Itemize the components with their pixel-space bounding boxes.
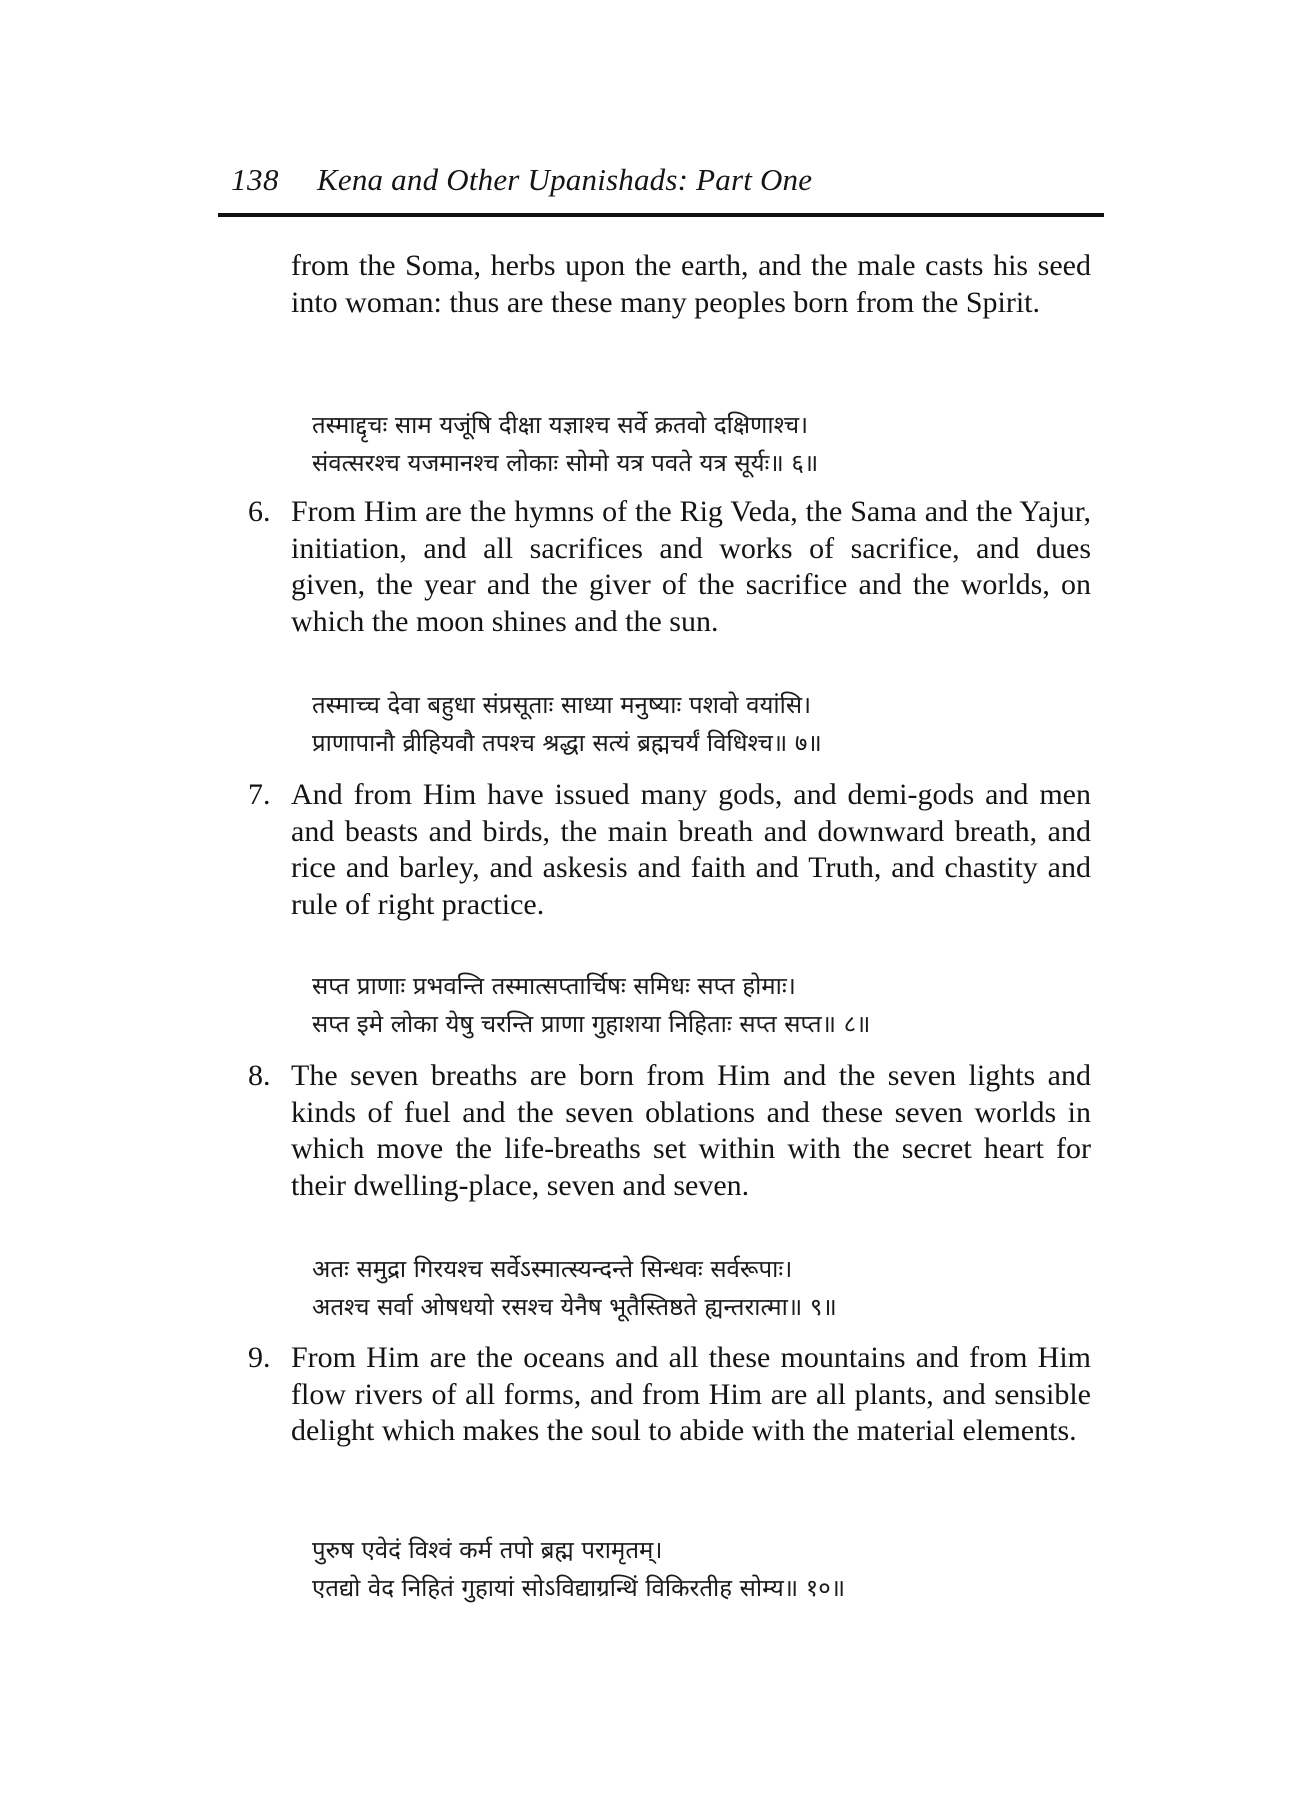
page-number: 138 bbox=[231, 162, 279, 197]
header-rule bbox=[218, 213, 1104, 217]
sanskrit-line: सप्त इमे लोका येषु चरन्ति प्राणा गुहाशया निहिताः सप्त सप्त॥ ८॥ bbox=[312, 1010, 871, 1038]
verse-number: 8. bbox=[248, 1059, 271, 1092]
verse-number: 6. bbox=[248, 495, 271, 528]
sanskrit-line: सप्त प्राणाः प्रभवन्ति तस्मात्सप्तार्चिषः समिधः सप्त होमाः। bbox=[312, 972, 796, 1000]
translation-verse-9 bbox=[248, 1340, 1091, 1450]
sanskrit-verse-8 bbox=[312, 967, 870, 1043]
sanskrit-verse-6 bbox=[312, 406, 818, 482]
verse-translation: From Him are the oceans and all these mountains and from Him flow rivers of all forms, and from Him are all plants, and sensible delight which makes the soul to abide with the material elements. bbox=[291, 1341, 1091, 1447]
sanskrit-verse-10 bbox=[312, 1531, 845, 1607]
sanskrit-verse-9 bbox=[312, 1250, 837, 1326]
verse-number: 9. bbox=[248, 1341, 271, 1374]
sanskrit-line: तस्माच्च देवा बहुधा संप्रसूताः साध्या मनुष्याः पशवो वयांसि। bbox=[312, 691, 812, 719]
verse-number: 7. bbox=[248, 778, 271, 811]
sanskrit-line: संवत्सरश्च यजमानश्च लोकाः सोमो यत्र पवते यत्र सूर्यः॥ ६॥ bbox=[312, 449, 819, 477]
verse-translation: From Him are the hymns of the Rig Veda, the Sama and the Yajur, initiation, and all sacrifices and works of sacrifice, and dues given, the year and the giver of the sacrifice and the worlds, on which the moon shines and the sun. bbox=[291, 495, 1091, 638]
continuation-paragraph: from the Soma, herbs upon the earth, and the male casts his seed into woman: thus are these many peoples born from the Spirit. bbox=[291, 249, 1091, 319]
running-header bbox=[219, 160, 1103, 220]
sanskrit-line: प्राणापानौ व्रीहियवौ तपश्च श्रद्धा सत्यं ब्रह्मचर्यं विधिश्च॥ ७॥ bbox=[312, 729, 822, 757]
translation-verse-7 bbox=[248, 777, 1091, 923]
verse-translation: The seven breaths are born from Him and the seven lights and kinds of fuel and the seven oblations and these seven worlds in which move the life-breaths set within with the secret heart for their dwelling-place, seven and seven. bbox=[291, 1059, 1091, 1202]
translation-verse-6 bbox=[248, 494, 1091, 640]
sanskrit-line: पुरुष एवेदं विश्वं कर्म तपो ब्रह्म परामृतम्। bbox=[312, 1536, 663, 1564]
sanskrit-verse-7 bbox=[312, 686, 822, 762]
verse-translation: And from Him have issued many gods, and demi-gods and men and beasts and birds, the main breath and downward breath, and rice and barley, and askesis and faith and Truth, and chastity and rule of right practice. bbox=[291, 778, 1091, 921]
sanskrit-line: एतद्यो वेद निहितं गुहायां सोऽविद्याग्रन्थिं विकिरतीह सोम्य॥ १०॥ bbox=[312, 1574, 846, 1602]
sanskrit-line: तस्माद्दृचः साम यजूंषि दीक्षा यज्ञाश्च सर्वे क्रतवो दक्षिणाश्च। bbox=[312, 411, 809, 439]
translation-verse-8 bbox=[248, 1058, 1091, 1204]
sanskrit-line: अतश्च सर्वा ओषधयो रसश्च येनैष भूतैस्तिष्ठते ह्यन्तरात्मा॥ ९॥ bbox=[312, 1293, 837, 1321]
sanskrit-line: अतः समुद्रा गिरयश्च सर्वेऽस्मात्स्यन्दन्ते सिन्धवः सर्वरूपाः। bbox=[312, 1255, 793, 1283]
running-title: Kena and Other Upanishads: Part One bbox=[317, 162, 813, 197]
